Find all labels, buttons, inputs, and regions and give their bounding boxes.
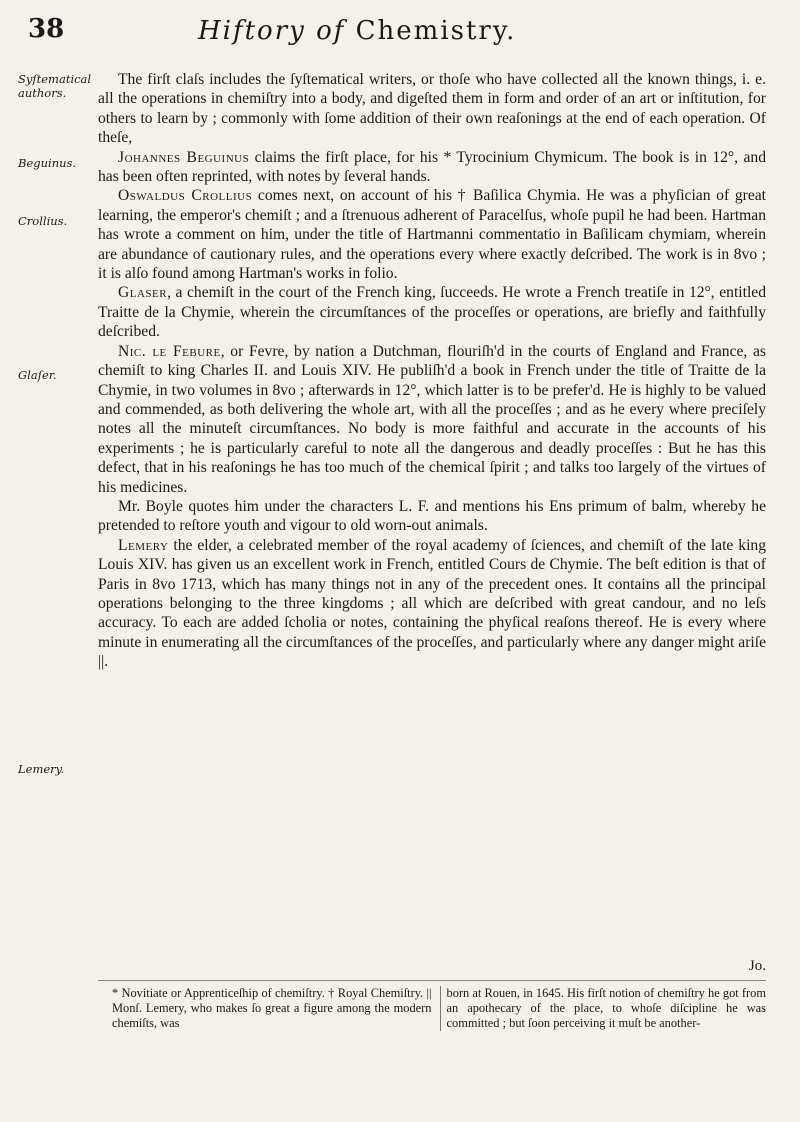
running-head-caps: Chemistry. — [355, 16, 517, 46]
running-head-italic: Hiftory of — [198, 16, 346, 46]
footnotes — [112, 986, 766, 1031]
margin-note-lemery: Lemery. — [18, 762, 65, 776]
paragraph-beguinus — [98, 148, 766, 187]
paragraph-boyle: Mr. Boyle quotes him under the characters L. F. and mentions his Ens primum of balm, whereby he pretended to reſtore youth and vigour to old worn-out animals. — [98, 497, 766, 535]
margin-note-crollius: Crollius. — [18, 214, 68, 228]
page-number: 38 — [28, 14, 65, 44]
margin-note-glaser: Glaſer. — [18, 368, 57, 382]
margin-note-beguinus: Beguinus. — [18, 156, 77, 170]
paragraph-crollius — [98, 186, 766, 283]
body-text — [98, 70, 766, 672]
paragraph-intro: The firſt claſs includes the ſyſtematical writers, or thoſe who have collected all the known things, i. e. all the operations in chemiſtry into a body, and digeſted them in form and order of an art or inſtitution, for others to learn by ; commonly with ſome addition of their own reaſonings at the end of each operation. Of theſe, — [98, 71, 766, 147]
page-header — [28, 12, 770, 52]
paragraph-lefebure-text: , or Fevre, by nation a Dutchman, flouriſh'd in the courts of England and France, as chemiſt to king Charles II. and Louis XIV. He publiſh'd a book in French under the title of Traitte de la Chymie, in two volumes in 8vo ; afterwards in 12°, which latter is to be prefer'd. He is highly to be valued and commended, as both delivering the whole art, with all the proceſſes ; and as he every where preciſely notes all the minuteſt circumſtances. No body is more faithful and accurate in the accounts of his experiments ; he is particularly careful to note all the dangerous and deadly proceſſes : But he has this defect, that in his reaſonings he has too much of the chemical ſpirit ; and talks too largely of the virtues of his medicines. — [98, 342, 767, 496]
footnote-column-left — [112, 986, 432, 1031]
name-glaser: Glaser — [118, 284, 168, 302]
paragraph-glaser-text: , a chemiſt in the court of the French king, ſucceeds. He wrote a French treatiſe in 12°, entitled Traitte de la Chymie, wherein the circumſtances of the proceſſes or operations, are briefly and faithfully deſcribed. — [98, 284, 766, 341]
name-crollius: Oswaldus Crollius — [118, 187, 253, 205]
paragraph-lemery-text: the elder, a celebrated member of the royal academy of ſciences, and chemiſt of the late king Louis XIV. has given us an excellent work in French, entitled Cours de Chymie. The beſt edition is that of Paris in 8vo 1713, which has many things not in any of the precedent ones. It contains all the principal operations belonging to the three kingdoms ; all which are deſcribed with great candour, and no leſs accuracy. To each are added ſcholia or notes, containing the phyſical reaſons thereof. He is every where minute in enumerating all the circumſtances of the proceſſes, and particularly where any danger might ariſe ||. — [98, 536, 766, 671]
name-beguinus: Johannes Beguinus — [118, 148, 250, 166]
footnote-left-text: * Novitiate or Apprenticeſhip of chemiſtry. † Royal Chemiſtry. || Monſ. Lemery, who makes ſo great a figure among the modern chemiſts, was — [112, 986, 432, 1030]
paragraph-beguinus-text: claims the firſt place, for his * Tyrocinium Chymicum. The book is in 12°, and has been often reprinted, with notes by ſeveral hands. — [98, 148, 767, 186]
running-head — [198, 16, 516, 46]
paragraph-glaser — [98, 283, 766, 341]
paragraph-lefebure — [98, 342, 766, 497]
footnote-right-text: born at Rouen, in 1645. His firſt notion of chemiſtry he got from an apothecary of the place, to whoſe diſcipline he was committed ; but ſoon perceiving it muſt be another- — [446, 986, 766, 1030]
footnote-rule — [98, 980, 766, 981]
footnote-column-right — [440, 986, 767, 1031]
paragraph-lemery — [98, 536, 766, 672]
paragraph-crollius-text: comes next, on account of his † Baſilica Chymia. He was a phyſician of great learning, the emperor's chemiſt ; and a ſtrenuous adherent of Paracelſus, whoſe pupil he had been. Hartman has wrote a comment on him, under the title of Hartmanni commentatio in Baſilicam chymiam, wherein are abundance of cautionary rules, and the operations every where exactly deſcribed. The work is in 8vo ; it is alſo found among Hartman's works in folio. — [98, 187, 766, 283]
name-lefebure: Nic. le Febure — [118, 342, 221, 360]
name-lemery: Lemery — [118, 536, 169, 554]
margin-note-systematic: Syſtematical authors. — [18, 72, 92, 100]
catchword: Jo. — [748, 958, 766, 974]
